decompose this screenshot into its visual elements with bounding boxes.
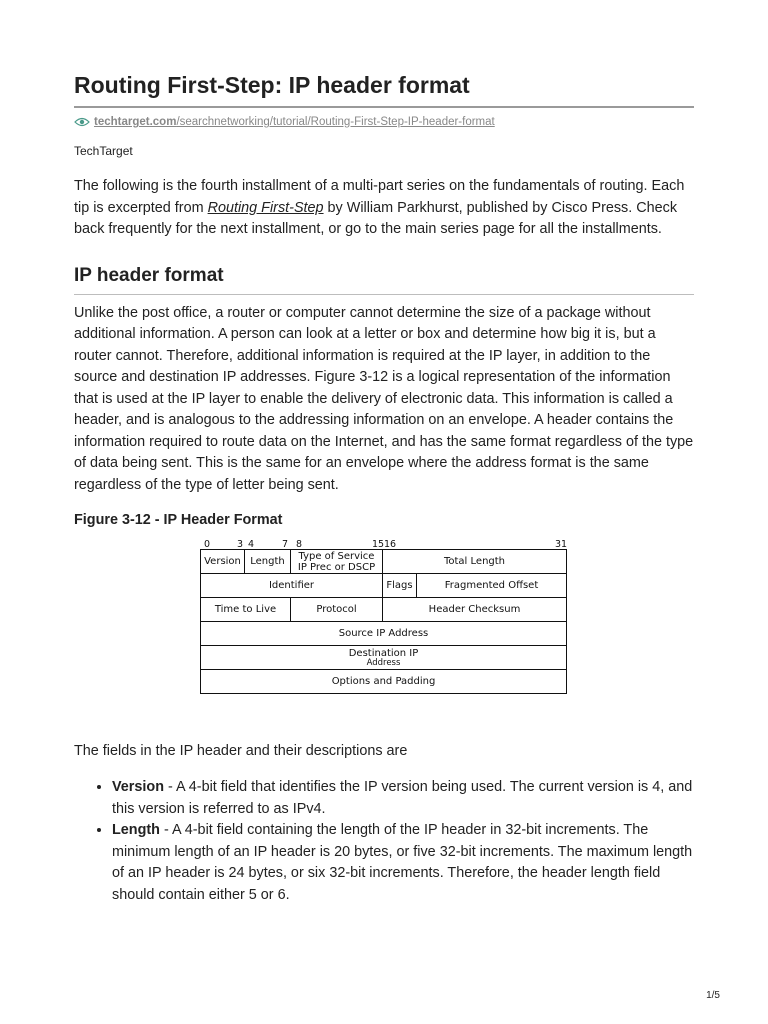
flags-field: Flags xyxy=(383,574,417,598)
header-row-5 xyxy=(201,646,567,670)
tos-label-1: Type of Service xyxy=(298,550,375,562)
bit-label-31: 31 xyxy=(555,539,568,550)
section-heading: IP header format xyxy=(74,264,694,295)
header-row-3 xyxy=(201,598,567,622)
tos-field xyxy=(291,550,383,574)
header-row-2 xyxy=(201,574,567,598)
intro-text-2: by William Parkhurst, published by Cisco Press. Check back frequently for the next installment, or go to the main series page for all the installments. xyxy=(74,199,678,237)
dest-ip-field xyxy=(201,646,567,670)
source-link[interactable] xyxy=(94,114,495,130)
source-link-line xyxy=(74,114,694,130)
figure-caption: Figure 3-12 - IP Header Format xyxy=(74,512,283,528)
fragmented-offset-field: Fragmented Offset xyxy=(417,574,567,598)
publisher-name: TechTarget xyxy=(74,144,133,158)
header-checksum-field: Header Checksum xyxy=(383,598,567,622)
ttl-field: Time to Live xyxy=(201,598,291,622)
section-paragraph: Unlike the post office, a router or computer cannot determine the size of a package without additional information. A person can look at a letter or box and determine how big it is, but a router cannot. Therefore, additional information is required at the IP layer, in addition to the source and destination IP addresses. Figure 3-12 is a logical representation of the information that is used at the IP layer to enable the delivery of electronic data. This information is called a header, and is analogous to the addressing information on an envelope. A header contains the information required to route data on the Internet, and has the same format regardless of the type of data being sent. This is the same for an envelope where the address format is the same regardless of the type of letter being sent. xyxy=(74,304,694,493)
bit-label-7: 7 xyxy=(282,539,289,550)
list-item xyxy=(112,777,694,820)
field-name: Length xyxy=(112,822,160,838)
page-title: Routing First-Step: IP header format xyxy=(74,70,694,108)
header-row-4 xyxy=(201,622,567,646)
article xyxy=(74,70,694,906)
bit-label-16: 16 xyxy=(384,539,397,550)
field-description: - A 4-bit field that identifies the IP version being used. The current version is 4, and this version is referred to as IPv4. xyxy=(112,779,693,817)
fields-list xyxy=(74,777,694,906)
dest-ip-label-2: Address xyxy=(366,657,401,668)
length-field: Length xyxy=(245,550,291,574)
source-path: /searchnetworking/tutorial/Routing-First-Step-IP-header-format xyxy=(176,116,495,128)
dest-ip-label-1: Destination IP xyxy=(348,647,419,659)
intro-text-1: The following is the fourth installment of a multi-part series on the fundamentals of routing. Each tip is excerpted from xyxy=(74,178,685,216)
ip-header-table xyxy=(200,549,567,694)
fields-intro: The fields in the IP header and their descriptions are xyxy=(74,743,408,759)
options-field: Options and Padding xyxy=(201,670,567,694)
source-ip-field: Source IP Address xyxy=(201,622,567,646)
bit-label-8: 8 xyxy=(296,539,303,550)
identifier-field: Identifier xyxy=(201,574,383,598)
bit-label-15: 15 xyxy=(372,539,385,550)
book-title-link[interactable]: Routing First-Step xyxy=(207,199,324,216)
header-row-6 xyxy=(201,670,567,694)
eye-icon xyxy=(74,117,90,127)
list-item xyxy=(112,820,694,906)
bit-label-4: 4 xyxy=(248,539,255,550)
tos-label-2: IP Prec or DSCP xyxy=(297,561,376,573)
source-domain: techtarget.com xyxy=(94,116,177,128)
field-description: - A 4-bit field containing the length of the IP header in 32-bit increments. The minimum length of an IP header is 20 bytes, or five 32-bit increments. The maximum length of an IP header is 24 bytes, or six 32-bit increments. Therefore, the header length field should contain either 5 or 6. xyxy=(112,822,693,903)
intro-paragraph xyxy=(74,176,694,241)
total-length-field: Total Length xyxy=(383,550,567,574)
page-number: 1/5 xyxy=(706,990,720,1001)
protocol-field: Protocol xyxy=(291,598,383,622)
header-row-1 xyxy=(201,550,567,574)
bit-label-3: 3 xyxy=(237,539,244,550)
version-field: Version xyxy=(201,550,245,574)
ip-header-diagram xyxy=(200,540,568,726)
bit-label-0: 0 xyxy=(204,539,211,550)
field-name: Version xyxy=(112,779,164,795)
